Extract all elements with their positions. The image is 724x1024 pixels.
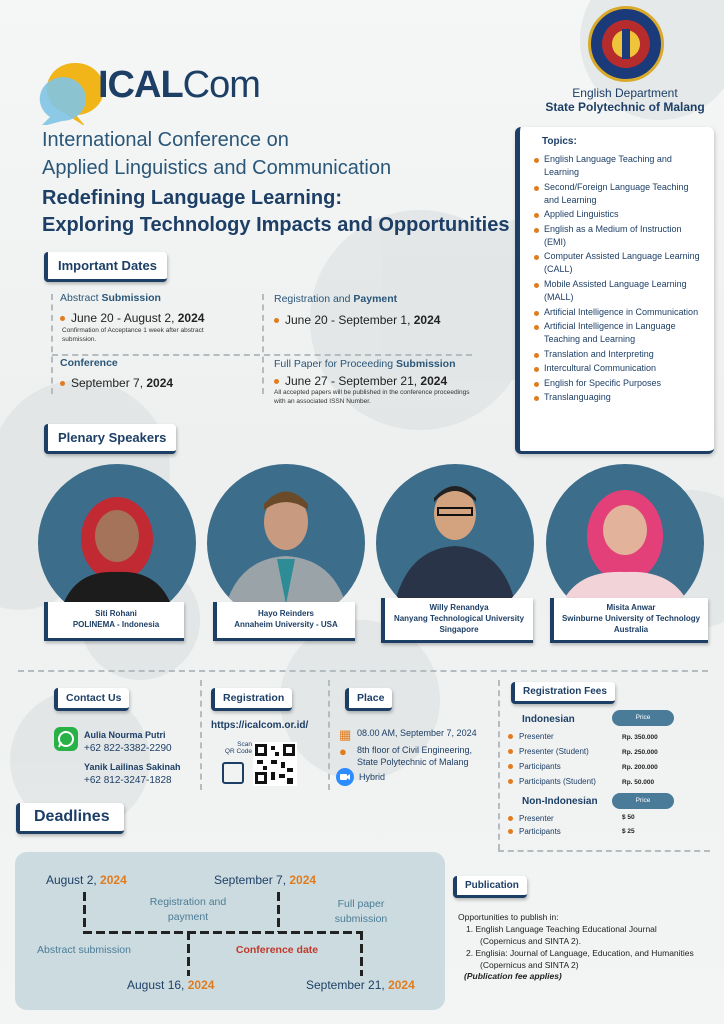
speaker-card-1: Siti Rohani POLINEMA - Indonesia xyxy=(44,602,184,641)
deadline-label-conference: Conference date xyxy=(235,944,319,956)
topic-item: Applied Linguistics xyxy=(534,208,704,221)
deadline-label-full-paper: Full paper submission xyxy=(334,898,388,925)
deadline-date-3: August 16, 2024 xyxy=(127,978,215,992)
speaker-card-3: Willy Renandya Nanyang Technological University Singapore xyxy=(381,598,533,643)
scan-qr-label: Scan QR Code xyxy=(224,741,252,756)
deadline-label-registration: Registration and payment xyxy=(149,896,227,923)
place-heading: Place xyxy=(345,688,392,711)
fee-value: $ 25 xyxy=(622,828,635,835)
scan-icon xyxy=(222,762,244,784)
contact-1-name: Aulia Nourma Putri xyxy=(84,730,166,740)
plenary-speakers-heading: Plenary Speakers xyxy=(44,424,176,454)
topics-panel xyxy=(515,127,714,454)
place-mode: Hybrid xyxy=(359,772,386,782)
conference-title: International Conference on Applied Linguistics and Communication xyxy=(42,129,392,179)
registration-payment-date: June 20 - September 1, 2024 xyxy=(274,313,440,327)
fee-row: Participants (Student) xyxy=(508,777,596,786)
abstract-submission-date: June 20 - August 2, 2024 xyxy=(60,311,204,325)
contact-2-name: Yanik Lailinas Sakinah xyxy=(84,762,181,772)
institution-name: State Polytechnic of Malang xyxy=(545,100,705,114)
full-paper-date: June 27 - September 21, 2024 xyxy=(274,374,447,388)
fees-indonesian-label: Indonesian xyxy=(522,714,575,725)
deadline-label-abstract: Abstract submission xyxy=(37,944,131,956)
contact-heading: Contact Us xyxy=(54,688,129,711)
fee-row: Presenter xyxy=(508,732,554,741)
speaker-photo-1 xyxy=(38,464,196,622)
topic-item: Mobile Assisted Language Learning (MALL) xyxy=(534,278,704,304)
speaker-card-2: Hayo Reinders Annaheim University - USA xyxy=(213,602,355,641)
fee-value: $ 50 xyxy=(622,814,635,821)
whatsapp-icon xyxy=(54,727,78,751)
conference-date: September 7, 2024 xyxy=(60,376,173,390)
fee-value: Rp. 50.000 xyxy=(622,779,655,786)
registration-heading: Registration xyxy=(211,688,292,711)
fee-row: Participants xyxy=(508,762,561,771)
speaker-card-4: Misita Anwar Swinburne University of Technology Australia xyxy=(550,598,708,643)
place-time: 08.00 AM, September 7, 2024 xyxy=(357,728,477,738)
polinema-seal xyxy=(588,6,664,82)
contact-2-phone[interactable]: +62 812-3247-1828 xyxy=(84,775,172,786)
fee-row: Presenter xyxy=(508,814,554,823)
deadlines-heading: Deadlines xyxy=(16,803,124,834)
publication-text: Opportunities to publish in: 1. English Language Teaching Educational Journal (Copernicus and SINTA 2). 2. Englisia: Journal of Language, Education, and Humanities (Copernicus and SINTA 2) (Publication fee applies) xyxy=(458,912,694,982)
abstract-submission-note: Confirmation of Acceptance 1 week after abstract submission. xyxy=(62,327,204,343)
fees-non-indonesian-label: Non-Indonesian xyxy=(522,796,598,807)
topics-title: Topics: xyxy=(542,136,577,147)
topic-item: English as a Medium of Instruction (EMI) xyxy=(534,223,704,249)
fees-heading: Registration Fees xyxy=(511,682,615,704)
fee-value: Rp. 200.000 xyxy=(622,764,658,771)
full-paper-note: All accepted papers will be published in the conference proceedings with an associated ISSN Number. xyxy=(274,389,470,405)
registration-payment-label: Registration and Payment xyxy=(274,293,398,305)
location-pin-icon: ● xyxy=(339,744,347,759)
fee-row: Participants xyxy=(508,827,561,836)
important-dates-heading: Important Dates xyxy=(44,252,167,282)
logo-wordmark: ICALCom xyxy=(98,64,260,106)
price-header-1: Price xyxy=(612,710,674,726)
conference-theme: Redefining Language Learning: Exploring Technology Impacts and Opportunities xyxy=(42,187,510,236)
fee-value: Rp. 250.000 xyxy=(622,749,658,756)
fee-value: Rp. 350.000 xyxy=(622,734,658,741)
speaker-photo-2 xyxy=(207,464,365,622)
full-paper-label: Full Paper for Proceeding Submission xyxy=(274,358,456,370)
registration-url[interactable]: https://icalcom.or.id/ xyxy=(211,720,309,731)
conference-label: Conference xyxy=(60,357,118,369)
department-name: English Department xyxy=(572,86,678,100)
topic-item: English for Specific Purposes xyxy=(534,377,704,390)
abstract-submission-label: Abstract Submission xyxy=(60,292,161,304)
topic-item: Computer Assisted Language Learning (CALL) xyxy=(534,250,704,276)
fee-row: Presenter (Student) xyxy=(508,747,589,756)
qr-code[interactable] xyxy=(253,742,297,786)
topic-item: Translanguaging xyxy=(534,391,704,404)
topic-item: Translation and Interpreting xyxy=(534,348,704,361)
deadline-date-2: September 7, 2024 xyxy=(214,873,317,887)
contact-1-phone[interactable]: +62 822-3382-2290 xyxy=(84,743,172,754)
zoom-icon xyxy=(336,768,354,786)
deadline-date-4: September 21, 2024 xyxy=(306,978,415,992)
calendar-icon: ▦ xyxy=(339,727,352,742)
deadline-date-1: August 2, 2024 xyxy=(46,873,127,887)
price-header-2: Price xyxy=(612,793,674,809)
topic-item: Artificial Intelligence in Communication xyxy=(534,306,704,319)
place-location: 8th floor of Civil Engineering, State Polytechnic of Malang xyxy=(357,745,473,768)
publication-heading: Publication xyxy=(453,876,527,898)
topic-item: Second/Foreign Language Teaching and Learning xyxy=(534,181,704,207)
topic-item: English Language Teaching and Learning xyxy=(534,153,704,179)
topic-item: Artificial Intelligence in Language Teaching and Learning xyxy=(534,320,704,346)
topic-item: Intercultural Communication xyxy=(534,362,704,375)
topics-list xyxy=(520,153,714,404)
